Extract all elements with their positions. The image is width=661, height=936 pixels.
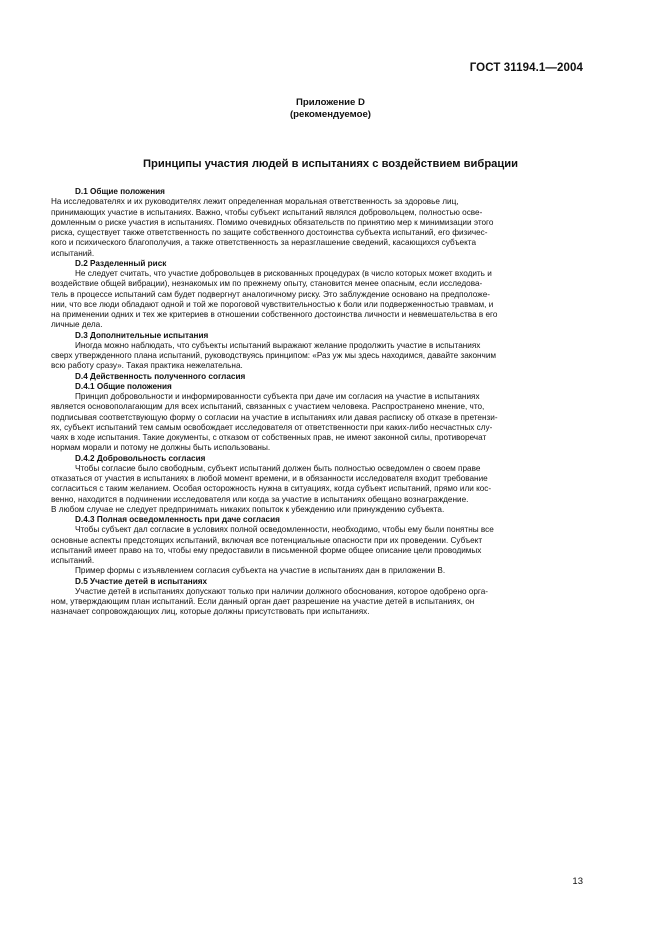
body-text-line: подписывая соответствующую форму о согласии на участие в испытаниях или давая расписку об отказе в претензи- <box>51 412 498 422</box>
body-text-line: всю работу сразу». Такая практика нежелательна. <box>51 361 243 371</box>
section-heading: D.4 Действенность полученного согласия <box>75 371 246 381</box>
standard-code: ГОСТ 31194.1—2004 <box>469 62 583 74</box>
body-text-line: испытаний. <box>51 248 95 258</box>
appendix-label: Приложение D <box>296 97 365 108</box>
document-body <box>51 187 583 618</box>
body-text-line: испытаний. <box>51 556 95 565</box>
page-number: 13 <box>572 876 583 887</box>
body-text-line: риска, существует также ответственность по защите собственного достоинства субъекта испытаний, его физичес- <box>51 228 488 237</box>
section-heading: D.4.3 Полная осведомленность при даче согласия <box>75 515 280 524</box>
body-text-line: Пример формы с изъявлением согласия субъекта на участие в испытаниях дан в приложении В. <box>75 566 446 576</box>
body-text-line: принимающих участие в испытаниях. Важно, чтобы субъект испытаний являлся добровольцем, полностью осве- <box>51 207 483 217</box>
body-text-line: Чтобы согласие было свободным, субъект испытаний должен быть полностью осведомлен о своем праве <box>75 463 481 473</box>
body-text-line: назначает сопровождающих лиц, которые должны присутствовать при испытаниях. <box>51 607 370 617</box>
body-text-line: нии, что все люди обладают одной и той же пороговой чувствительностью к боли или подверженностью травмам, и <box>51 299 494 309</box>
body-text-line: кого и психического благополучия, а также ответственность за неразглашение сведений, касающихся субъекта <box>51 238 476 248</box>
body-text-line: ном, утверждающим план испытаний. Если данный орган дает разрешение на участие детей в испытаниях, он <box>51 597 475 606</box>
body-text-line: отказаться от участия в испытаниях в любой момент времени, и в обязанности исследователя входит требование <box>51 474 488 483</box>
body-text-line: Не следует считать, что участие добровольцев в рискованных процедурах (в число которых может входить и <box>75 269 492 278</box>
body-text-line: Иногда можно наблюдать, что субъекты испытаний выражают желание продолжить участие в испытаниях <box>75 340 481 350</box>
body-text-line: Чтобы субъект дал согласие в условиях полной осведомленности, необходимо, чтобы ему были понятны все <box>75 525 494 535</box>
body-text-line: испытаний имеет право на то, чтобы ему предоставили в письменной форме общее описание цели проводимых <box>51 545 482 555</box>
section-heading: D.1 Общие положения <box>75 187 165 196</box>
body-text-line: ях, субъект испытаний тем самым освобождает исследователя от ответственности при каких-либо несчастных слу- <box>51 422 493 432</box>
body-text-line: является основополагающим для всех испытаний, связанных с участием человека. Распространено мнение, что, <box>51 402 485 412</box>
body-text-line: личные дела. <box>51 320 103 330</box>
document-title: Принципы участия людей в испытаниях с воздействием вибрации <box>142 158 519 170</box>
body-text-line: Участие детей в испытаниях допускают только при наличии должного обоснования, которое одобрено орга- <box>75 586 488 596</box>
section-heading: D.5 Участие детей в испытаниях <box>75 576 208 586</box>
body-text-line: Принцип добровольности и информированности субъекта при даче им согласия на участие в испытаниях <box>75 392 480 401</box>
appendix-status: (рекомендуемое) <box>289 109 371 120</box>
body-text-line: На исследователях и их руководителях лежит определенная моральная ответственность за здоровье лиц, <box>51 197 459 207</box>
body-text-line: сверх утвержденного плана испытаний, руководствуясь принципом: «Раз уж мы здесь находимся, давайте закончим <box>51 351 497 360</box>
body-text-line: воздействие общей вибрации), незнакомых им по прежнему опыту, становится менее опасным, если исследова- <box>51 279 483 289</box>
body-text-line: В любом случае не следует предпринимать никаких попыток к убеждению или принуждению субъекта. <box>51 504 445 514</box>
body-text-line: чаях в ходе испытания. Такие документы, с отказом от собственных прав, не имеют законной силы, противоречат <box>51 433 487 442</box>
body-text-line: нормам морали и потому не должны быть использованы. <box>51 443 271 453</box>
section-heading: D.4.2 Добровольность согласия <box>75 453 206 463</box>
body-text-line: основные аспекты предстоящих испытаний, включая все потенциальные опасности при их проведении. Субъект <box>51 535 483 545</box>
body-text-line: венно, находится в подчинении исследователя или когда за участие в испытаниях обещано вознаграждение. <box>51 494 469 504</box>
body-text-line: на применении одних и тех же критериев в отношении собственного достоинства личности и невмешательства в его <box>51 310 498 319</box>
section-heading: D.3 Дополнительные испытания <box>75 330 209 340</box>
section-heading: D.2 Разделенный риск <box>75 258 167 268</box>
body-text-line: согласиться с таким желанием. Особая осторожность нужна в ситуациях, когда субъект испытаний, прямо или кос- <box>51 484 492 494</box>
body-text-line: тель в процессе испытаний сам будет подвергнут аналогичному риску. Это заблуждение основано на предположе- <box>51 289 490 299</box>
body-text-line: домленным о риске участия в испытаниях. Помимо очевидных обязательств по принятию мер к минимизации этого <box>51 217 494 227</box>
section-heading: D.4.1 Общие положения <box>75 381 172 391</box>
